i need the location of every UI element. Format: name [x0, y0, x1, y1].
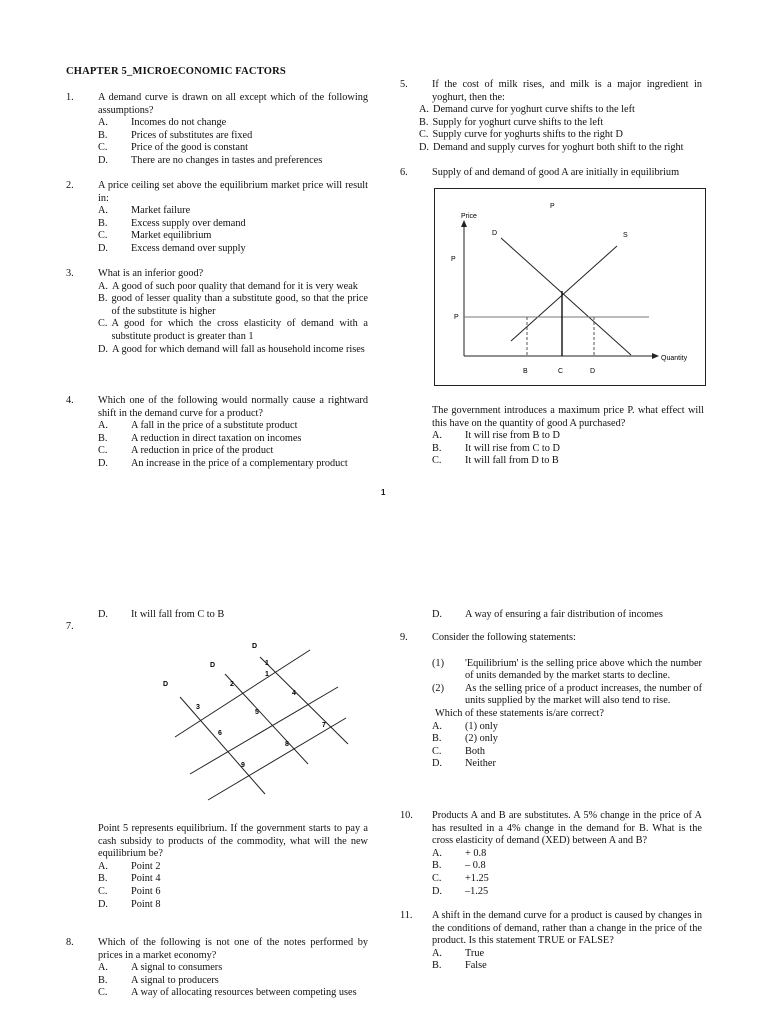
- question-2: [66, 180, 368, 256]
- option-b: B. (2) only: [432, 733, 498, 745]
- question-number: 3.: [66, 268, 74, 279]
- question-number: 1.: [66, 92, 74, 103]
- option-a: A. Point 2: [98, 860, 161, 872]
- option-d: D. A good for which demand will fall as household income rises: [98, 343, 365, 355]
- question-number: 10.: [400, 810, 413, 821]
- option-c: C. Both: [432, 745, 486, 757]
- statement-1: (1) 'Equilibrium' is the selling price above which the number of units demanded by the market starts to decline.: [432, 657, 702, 682]
- shift-diagram: [150, 634, 350, 802]
- question-text: A shift in the demand curve for a product is caused by changes in the conditions of demand, rather than a change in the price of the product. Is this statement TRUE or FALSE?: [432, 910, 702, 947]
- x-axis-arrow: [652, 353, 659, 359]
- option-c: C. A way of allocating resources between competing uses: [98, 987, 357, 999]
- question-number: 8.: [66, 937, 74, 948]
- demand-line-1: [180, 697, 265, 794]
- question-3: [66, 268, 368, 356]
- option-a: A. A fall in the price of a substitute product: [98, 420, 298, 432]
- demand-line-2: [225, 674, 308, 764]
- option-b: B. Supply for yoghurt curve shifts to the left: [419, 116, 604, 128]
- point-5: 5: [255, 709, 259, 716]
- x-label-b: B: [523, 368, 528, 375]
- point-1-alt: 1: [265, 671, 269, 678]
- diagram-label-d-left: D: [163, 681, 169, 688]
- price-upper-label: P: [451, 256, 456, 263]
- demand-line-3: [260, 657, 348, 744]
- supply-demand-graph: [434, 188, 706, 386]
- option-b: B. False: [432, 960, 487, 972]
- x-axis-label: Quantity: [661, 355, 688, 362]
- question-text: Consider the following statements:: [432, 632, 576, 643]
- question-number: 11.: [400, 910, 413, 921]
- point-2: 2: [230, 681, 234, 688]
- option-c: C. A good for which the cross elasticity of demand with a substitute product is greater than 1: [98, 318, 368, 342]
- demand-label: D: [492, 230, 498, 237]
- option-a: A. It will rise from B to D: [432, 430, 560, 442]
- question-4: [66, 395, 368, 471]
- option-d: D. Demand and supply curves for yoghurt both shift to the right: [419, 141, 684, 153]
- question-number: 6.: [400, 167, 408, 178]
- statement-2: (2) As the selling price of a product increases, the number of units supplied by the market will also tend to rise.: [432, 682, 702, 707]
- option-c: C. +1.25: [432, 872, 489, 884]
- question-8: [66, 937, 368, 1000]
- question-text: What is an inferior good?: [98, 268, 204, 279]
- y-axis-arrow: [461, 220, 467, 227]
- option-b: B. A signal to producers: [98, 974, 219, 986]
- question-text: Point 5 represents equilibrium. If the government starts to pay a cash subsidy to products of the commodity, what will the new equilibrium be?: [98, 823, 368, 860]
- point-4: 4: [292, 690, 296, 697]
- diagram-label-d-top: D: [252, 643, 258, 650]
- option-b: B. good of lesser quality than a substitute good, so that the price of the substitute is higher: [98, 293, 368, 317]
- point-9: 9: [241, 762, 245, 769]
- question-6-continued: [432, 405, 704, 468]
- option-a: A. A signal to consumers: [98, 962, 223, 974]
- question-text: A price ceiling set above the equilibrium market price will result in:: [98, 180, 368, 204]
- option-a: A. (1) only: [432, 720, 498, 732]
- point-1: 1: [265, 660, 269, 667]
- y-axis-label: Price: [461, 213, 477, 220]
- option-b: B. It will rise from C to D: [432, 442, 560, 454]
- question-text: If the cost of milk rises, and milk is a major ingredient in yoghurt, then the:: [432, 79, 702, 103]
- question-text: Which of the following is not one of the notes performed by prices in a market economy?: [98, 937, 368, 961]
- option-c: C. Market equilibrium: [98, 230, 212, 242]
- supply-curve: [511, 246, 617, 341]
- option-c: C. Price of the good is constant: [98, 142, 248, 154]
- option-d: D. An increase in the price of a complementary product: [98, 457, 348, 469]
- option-a: A. Incomes do not change: [98, 117, 227, 129]
- x-label-c: C: [558, 368, 564, 375]
- graph-top-label: P: [550, 203, 555, 210]
- option-a: A. A good of such poor quality that demand for it is very weak: [98, 280, 358, 292]
- option-a: A. True: [432, 947, 485, 959]
- option-d: D. –1.25: [432, 885, 489, 897]
- option-b: B. Prices of substitutes are fixed: [98, 129, 253, 141]
- point-7: 7: [322, 722, 326, 729]
- question-number: 2.: [66, 180, 74, 191]
- question-text: The government introduces a maximum price P. what effect will this have on the quantity of good A purchased?: [432, 405, 704, 429]
- question-10: [400, 810, 702, 898]
- option-c: C. It will fall from D to B: [432, 455, 559, 467]
- question-8-option-d: D. A way of ensuring a fair distribution of incomes: [432, 609, 663, 620]
- option-d: D. Point 8: [98, 898, 161, 910]
- question-1: [66, 92, 368, 168]
- option-a: A. Demand curve for yoghurt curve shifts to the left: [419, 104, 635, 116]
- option-b: B. Excess supply over demand: [98, 217, 246, 229]
- option-a: A. + 0.8: [432, 847, 487, 859]
- option-c: C. Supply curve for yoghurts shifts to the right D: [419, 129, 623, 141]
- question-text: Supply of and demand of good A are initially in equilibrium: [432, 167, 680, 178]
- question-text: Products A and B are substitutes. A 5% change in the price of A has resulted in a 4% change in the demand for B. What is the cross elasticity of demand (XED) between A and B?: [432, 810, 702, 847]
- question-6: [400, 167, 705, 180]
- chapter-title: CHAPTER 5_MICROECONOMIC FACTORS: [66, 66, 286, 77]
- question-7-number: 7.: [66, 621, 74, 632]
- option-c: C. A reduction in price of the product: [98, 445, 274, 457]
- question-number: 4.: [66, 395, 74, 406]
- point-3: 3: [196, 704, 200, 711]
- price-lower-label: P: [454, 314, 459, 321]
- option-b: B. A reduction in direct taxation on incomes: [98, 432, 302, 444]
- option-b: B. Point 4: [98, 873, 161, 885]
- option-b: B. – 0.8: [432, 860, 486, 872]
- supply-line-1: [175, 650, 310, 737]
- question-7: [98, 823, 368, 911]
- question-text: Which one of the following would normally cause a rightward shift in the demand curve for a product?: [98, 395, 368, 419]
- x-label-d: D: [590, 368, 596, 375]
- question-number: 5.: [400, 79, 408, 90]
- diagram-label-d-mid: D: [210, 662, 216, 669]
- demand-curve: [501, 238, 631, 355]
- question-5: [400, 79, 702, 155]
- question-number: 9.: [400, 632, 408, 643]
- supply-line-2: [190, 687, 338, 774]
- option-d: D. Excess demand over supply: [98, 242, 246, 254]
- question-11: [400, 910, 702, 973]
- option-d: D. There are no changes in tastes and preferences: [98, 154, 323, 166]
- point-8: 8: [285, 741, 289, 748]
- question-6-option-d: D. It will fall from C to B: [98, 609, 225, 620]
- option-d: D. Neither: [432, 758, 496, 770]
- question-9: [400, 632, 702, 771]
- option-c: C. Point 6: [98, 885, 161, 897]
- point-6: 6: [218, 730, 222, 737]
- question-text: A demand curve is drawn on all except which of the following assumptions?: [98, 92, 368, 116]
- page-number: 1: [381, 488, 386, 497]
- statement-question: Which of these statements is/are correct?: [435, 707, 604, 719]
- option-a: A. Market failure: [98, 205, 191, 217]
- supply-label: S: [623, 232, 628, 239]
